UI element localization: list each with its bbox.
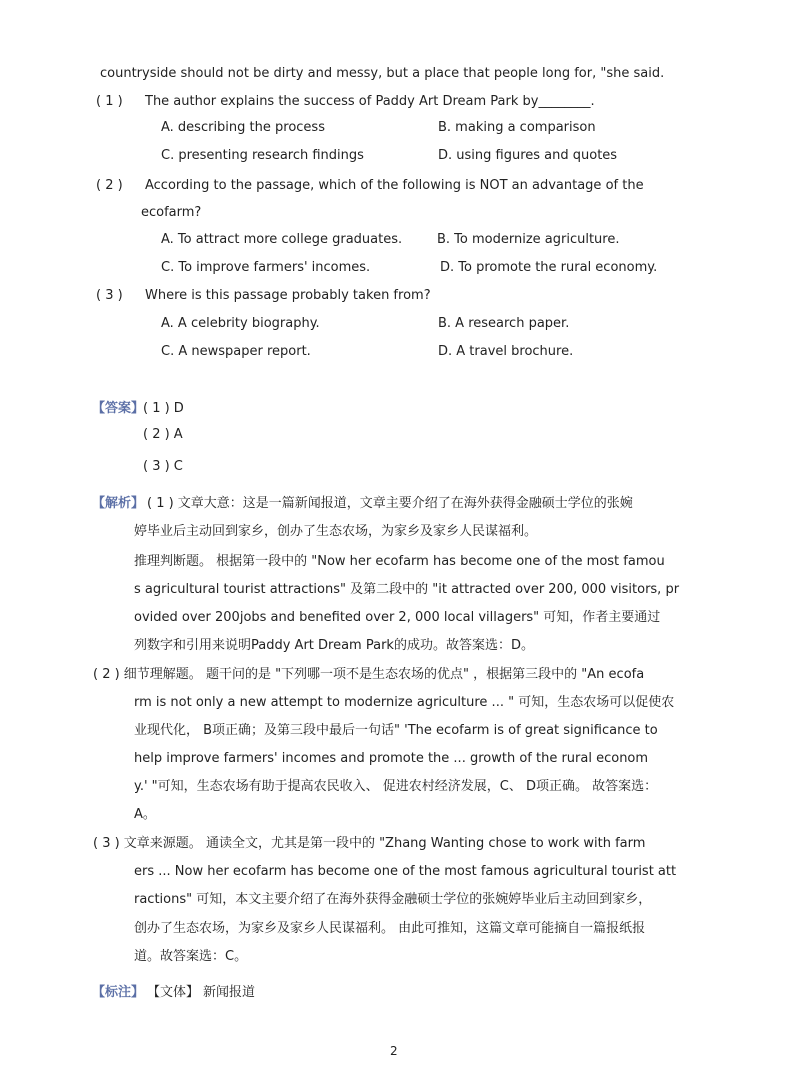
option: A. A celebrity biography. [161, 316, 320, 331]
analysis-line: ( 1 ) 文章大意：这是一篇新闻报道，文章主要介绍了在海外获得金融硕士学位的张婉 [147, 496, 633, 511]
genre-value: 新闻报道 [203, 985, 256, 1000]
analysis-line: 创办了生态农场，为家乡及家乡人民谋福利。 由此可推知，这篇文章可能摘自一篇报纸报 [134, 921, 646, 936]
option: A. To attract more college graduates. [161, 232, 403, 247]
analysis-line: 列数字和引用来说明Paddy Art Dream Park的成功。故答案选：D。 [134, 638, 534, 653]
answer-item: ( 2 ) A [143, 427, 183, 442]
answer-label: 【答案】 [92, 401, 145, 416]
analysis-line: ractions" 可知，本文主要介绍了在海外获得金融硕士学位的张婉婷毕业后主动回到家乡， [134, 892, 652, 907]
question-number: ( 2 ) [96, 178, 123, 193]
passage-continuation: countryside should not be dirty and messy, but a place that people long for, "she said. [100, 66, 665, 81]
option: C. To improve farmers' incomes. [161, 260, 371, 275]
question-number: ( 1 ) [96, 94, 123, 109]
option: C. A newspaper report. [161, 344, 311, 359]
option: B. making a comparison [438, 120, 596, 135]
analysis-label: 【解析】 [92, 496, 145, 511]
option: A. describing the process [161, 120, 325, 135]
question-stem: The author explains the success of Paddy Art Dream Park by________. [145, 94, 595, 109]
genre-label: 【文体】 [147, 985, 200, 1000]
analysis-line: 业现代化， B项正确；及第三段中最后一句话" 'The ecofarm is of great significance to [134, 723, 658, 738]
option: D. using figures and quotes [438, 148, 618, 163]
option: B. To modernize agriculture. [437, 232, 620, 247]
analysis-line: ( 3 ) 文章来源题。 通读全文，尤其是第一段中的 "Zhang Wanting chose to work with farm [93, 836, 646, 851]
analysis-line: 婷毕业后主动回到家乡，创办了生态农场，为家乡及家乡人民谋福利。 [134, 524, 538, 539]
page-number: 2 [390, 1044, 398, 1058]
analysis-line: 道。故答案选：C。 [134, 949, 248, 964]
question-stem: According to the passage, which of the following is NOT an advantage of the [145, 178, 644, 193]
analysis-line: ovided over 200jobs and benefited over 2, 000 local villagers" 可知，作者主要通过 [134, 610, 661, 625]
option: D. To promote the rural economy. [440, 260, 658, 275]
option: C. presenting research findings [161, 148, 364, 163]
answer-item: ( 3 ) C [143, 459, 183, 474]
analysis-line: rm is not only a new attempt to modernize agriculture ... " 可知，生态农场可以促使农 [134, 695, 675, 710]
option: B. A research paper. [438, 316, 570, 331]
analysis-line: s agricultural tourist attractions" 及第二段中的 "it attracted over 200, 000 visitors, pr [134, 582, 680, 597]
question-number: ( 3 ) [96, 288, 123, 303]
note-label: 【标注】 [92, 985, 145, 1000]
analysis-line: 推理判断题。 根据第一段中的 "Now her ecofarm has become one of the most famou [134, 554, 665, 569]
question-stem-continuation: ecofarm? [141, 205, 202, 220]
analysis-line: help improve farmers' incomes and promote the ... growth of the rural econom [134, 751, 649, 766]
analysis-line: A。 [134, 807, 156, 822]
analysis-line: ers ... Now her ecofarm has become one of the most famous agricultural tourist att [134, 864, 677, 879]
analysis-line: ( 2 ) 细节理解题。 题干问的是 "下列哪一项不是生态农场的优点" ，根据第三段中的 "An ecofa [93, 667, 645, 682]
option: D. A travel brochure. [438, 344, 574, 359]
answer-item: ( 1 ) D [143, 401, 184, 416]
question-stem: Where is this passage probably taken from? [145, 288, 431, 303]
analysis-line: y.' "可知，生态农场有助于提高农民收入、 促进农村经济发展，C、 D项正确。 故答案选： [134, 779, 658, 794]
